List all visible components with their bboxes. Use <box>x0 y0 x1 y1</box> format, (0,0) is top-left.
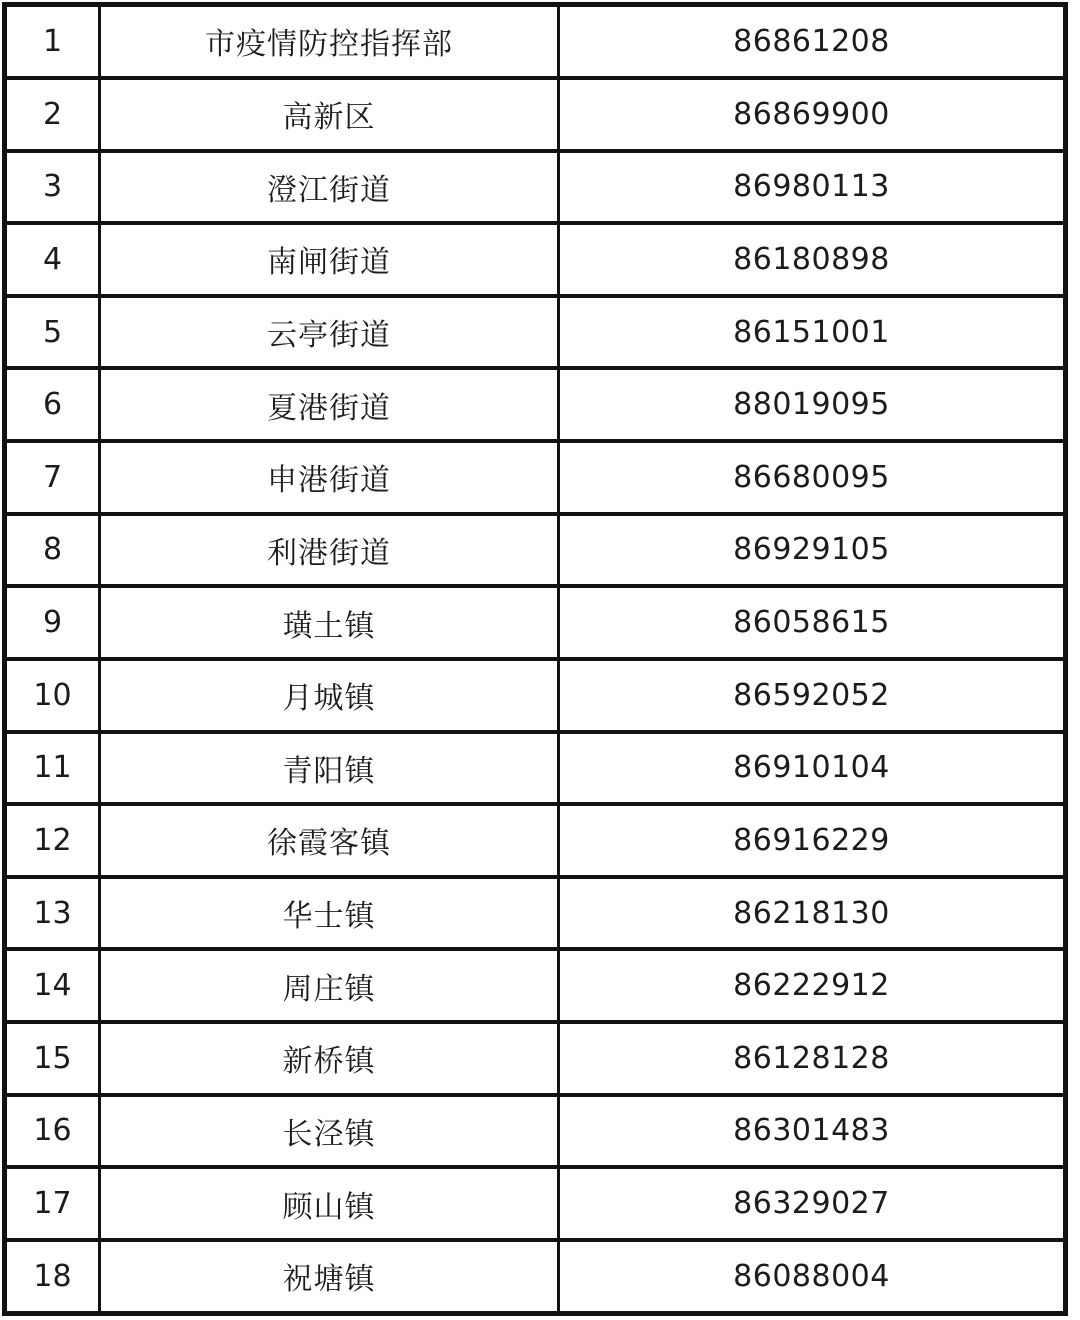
unit-name-cell: 月城镇 <box>100 659 559 732</box>
table-body <box>5 5 1066 1314</box>
row-number-cell: 13 <box>5 877 100 950</box>
table-row <box>5 78 1066 151</box>
unit-name-cell: 申港街道 <box>100 441 559 514</box>
phone-number-cell: 86680095 <box>559 441 1066 514</box>
table-row <box>5 1022 1066 1095</box>
table-row <box>5 441 1066 514</box>
table-row <box>5 586 1066 659</box>
row-number-cell: 15 <box>5 1022 100 1095</box>
unit-name-cell: 高新区 <box>100 78 559 151</box>
unit-name-cell: 南闸街道 <box>100 223 559 296</box>
row-number-cell: 4 <box>5 223 100 296</box>
row-number-cell: 16 <box>5 1095 100 1168</box>
unit-name-cell: 利港街道 <box>100 514 559 587</box>
table-row <box>5 1095 1066 1168</box>
phone-number-cell: 86058615 <box>559 586 1066 659</box>
table-row <box>5 732 1066 805</box>
phone-number-cell: 86910104 <box>559 732 1066 805</box>
phone-number-cell: 86869900 <box>559 78 1066 151</box>
table-row <box>5 151 1066 224</box>
row-number-cell: 7 <box>5 441 100 514</box>
phone-number-cell: 86218130 <box>559 877 1066 950</box>
unit-name-cell: 新桥镇 <box>100 1022 559 1095</box>
unit-name-cell: 澄江街道 <box>100 151 559 224</box>
unit-name-cell: 市疫情防控指挥部 <box>100 5 559 78</box>
unit-name-cell: 徐霞客镇 <box>100 804 559 877</box>
row-number-cell: 3 <box>5 151 100 224</box>
phone-number-cell: 86329027 <box>559 1167 1066 1240</box>
unit-name-cell: 璜土镇 <box>100 586 559 659</box>
phone-number-cell: 86301483 <box>559 1095 1066 1168</box>
row-number-cell: 18 <box>5 1240 100 1314</box>
phone-number-cell: 86088004 <box>559 1240 1066 1314</box>
phone-number-cell: 86929105 <box>559 514 1066 587</box>
row-number-cell: 2 <box>5 78 100 151</box>
table-row <box>5 659 1066 732</box>
table-row <box>5 368 1066 441</box>
table-row <box>5 296 1066 369</box>
phone-number-cell: 86980113 <box>559 151 1066 224</box>
unit-name-cell: 顾山镇 <box>100 1167 559 1240</box>
row-number-cell: 1 <box>5 5 100 78</box>
table-row <box>5 949 1066 1022</box>
table-row <box>5 1240 1066 1314</box>
phone-number-cell: 86180898 <box>559 223 1066 296</box>
row-number-cell: 11 <box>5 732 100 805</box>
row-number-cell: 8 <box>5 514 100 587</box>
phone-number-cell: 86222912 <box>559 949 1066 1022</box>
row-number-cell: 14 <box>5 949 100 1022</box>
unit-name-cell: 祝塘镇 <box>100 1240 559 1314</box>
table-row <box>5 5 1066 78</box>
table-row <box>5 804 1066 877</box>
unit-name-cell: 华士镇 <box>100 877 559 950</box>
row-number-cell: 12 <box>5 804 100 877</box>
phone-number-cell: 86592052 <box>559 659 1066 732</box>
table-row <box>5 223 1066 296</box>
phone-number-cell: 86151001 <box>559 296 1066 369</box>
phone-number-cell: 88019095 <box>559 368 1066 441</box>
unit-name-cell: 青阳镇 <box>100 732 559 805</box>
row-number-cell: 10 <box>5 659 100 732</box>
phone-number-cell: 86916229 <box>559 804 1066 877</box>
unit-name-cell: 夏港街道 <box>100 368 559 441</box>
phone-directory-table <box>2 2 1068 1316</box>
row-number-cell: 9 <box>5 586 100 659</box>
row-number-cell: 6 <box>5 368 100 441</box>
unit-name-cell: 长泾镇 <box>100 1095 559 1168</box>
row-number-cell: 17 <box>5 1167 100 1240</box>
unit-name-cell: 周庄镇 <box>100 949 559 1022</box>
row-number-cell: 5 <box>5 296 100 369</box>
table-row <box>5 1167 1066 1240</box>
phone-number-cell: 86128128 <box>559 1022 1066 1095</box>
table-row <box>5 877 1066 950</box>
phone-number-cell: 86861208 <box>559 5 1066 78</box>
unit-name-cell: 云亭街道 <box>100 296 559 369</box>
table-row <box>5 514 1066 587</box>
